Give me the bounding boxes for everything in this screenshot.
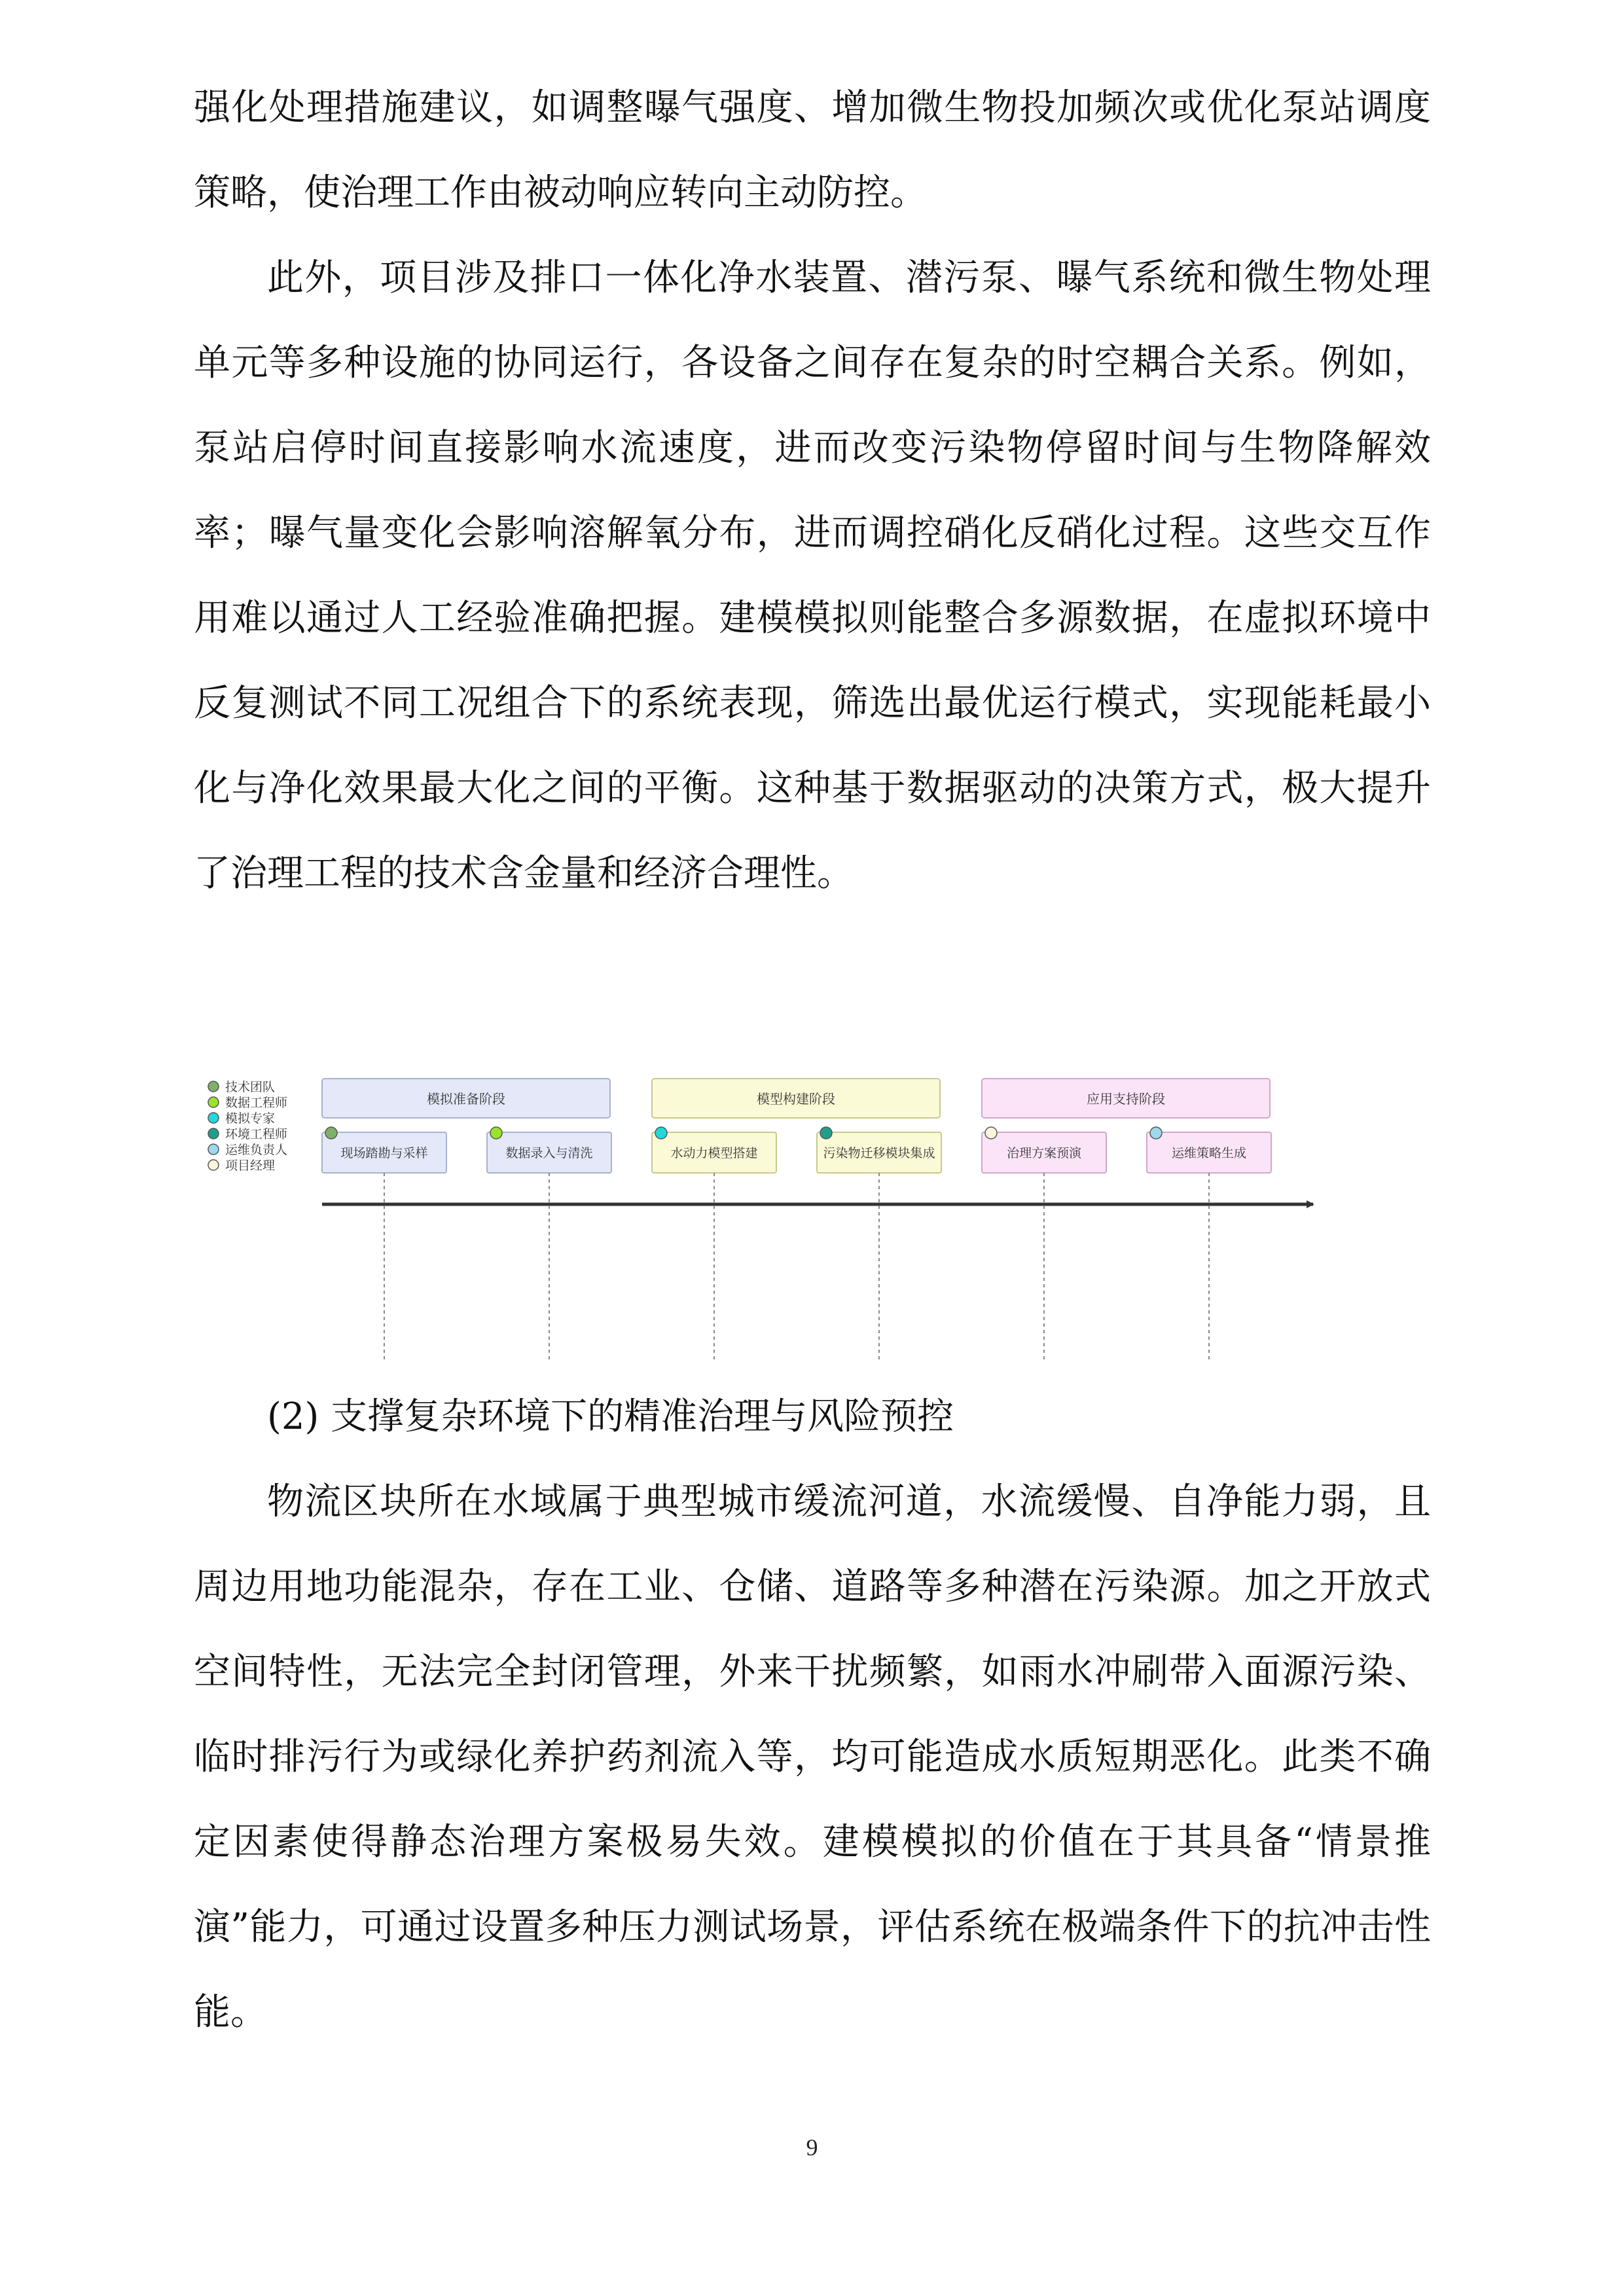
legend-label: 环境工程师 [225,1127,288,1141]
task-box [487,1127,611,1173]
phase-label: 应用支持阶段 [1087,1091,1165,1107]
legend-label: 运维负责人 [225,1143,288,1157]
task-box [982,1127,1106,1173]
task-dot [820,1127,832,1139]
legend-dot [208,1097,219,1107]
task-box [322,1127,446,1173]
legend-item [208,1127,287,1141]
page-number: 9 [806,2134,818,2161]
legend-dot [208,1144,219,1155]
legend-label: 技术团队 [225,1080,276,1094]
legend-dot [208,1113,219,1123]
legend [208,1080,287,1173]
paragraph-2: 此外，项目涉及排口一体化净水装置、潜污泵、曝气系统和微生物处理单元等多种设施的协同运行，各设备之间存在复杂的时空耦合关系。例如，泵站启停时间直接影响水流速度，进而改变污染物停留时间与生物降解效率；曝气量变化会影响溶解氧分布，进而调控硝化反硝化过程。这些交互作用难以通过人工经验准确把握。建模模拟则能整合多源数据，在虚拟环境中反复测试不同工况组合下的系统表现，筛选出最优运行模式，实现能耗最小化与净化效果最大化之间的平衡。这种基于数据驱动的决策方式，极大提升了治理工程的技术含金量和经济合理性。 [194,257,1431,895]
phase-label: 模型构建阶段 [757,1091,835,1107]
task-label: 现场踏勘与采样 [340,1146,428,1160]
milestone-guides [384,1173,1209,1360]
phase-box [322,1079,610,1118]
legend-label: 项目经理 [225,1158,276,1173]
legend-dot [208,1128,219,1139]
paragraph-1: 强化处理措施建议，如调整曝气强度、增加微生物投加频次或优化泵站调度策略，使治理工作由被动响应转向主动防控。 [194,86,1431,214]
legend-item [208,1143,287,1157]
task-label: 污染物迁移模块集成 [823,1146,935,1160]
task-box [1147,1127,1271,1173]
task-dot [325,1127,337,1139]
phase-label: 模拟准备阶段 [427,1091,505,1107]
legend-item [208,1111,275,1126]
legend-item [208,1080,275,1094]
task-dot [655,1127,667,1139]
phase-boxes [322,1079,1270,1118]
task-box [652,1127,776,1173]
task-label: 运维策略生成 [1171,1146,1247,1160]
legend-label: 模拟专家 [225,1111,276,1126]
legend-dot [208,1160,219,1170]
legend-label: 数据工程师 [225,1096,288,1110]
legend-item [208,1158,275,1173]
paragraph-3: 物流区块所在水域属于典型城市缓流河道，水流缓慢、自净能力弱，且周边用地功能混杂，存在工业、仓储、道路等多种潜在污染源。加之开放式空间特性，无法完全封闭管理，外来干扰频繁，如雨水冲刷带入面源污染、临时排污行为或绿化养护药剂流入等，均可能造成水质短期恶化。此类不确定因素使得静态治理方案极易失效。建模模拟的价值在于其具备“情景推演”能力，可通过设置多种压力测试场景，评估系统在极端条件下的抗冲击性能。 [194,1480,1431,2034]
task-box [817,1127,941,1173]
task-dot [985,1127,997,1139]
task-dot [490,1127,502,1139]
task-label: 治理方案预演 [1006,1146,1082,1160]
project-timeline-diagram [194,1047,1333,1361]
legend-item [208,1096,287,1110]
task-dot [1150,1127,1162,1139]
task-label: 水动力模型搭建 [670,1146,758,1160]
phase-box [982,1079,1270,1118]
task-label: 数据录入与清洗 [505,1146,593,1160]
section-heading: (2) 支撑复杂环境下的精准治理与风险预控 [267,1395,954,1438]
phase-box [652,1079,940,1118]
task-boxes [322,1127,1271,1173]
legend-dot [208,1081,219,1092]
